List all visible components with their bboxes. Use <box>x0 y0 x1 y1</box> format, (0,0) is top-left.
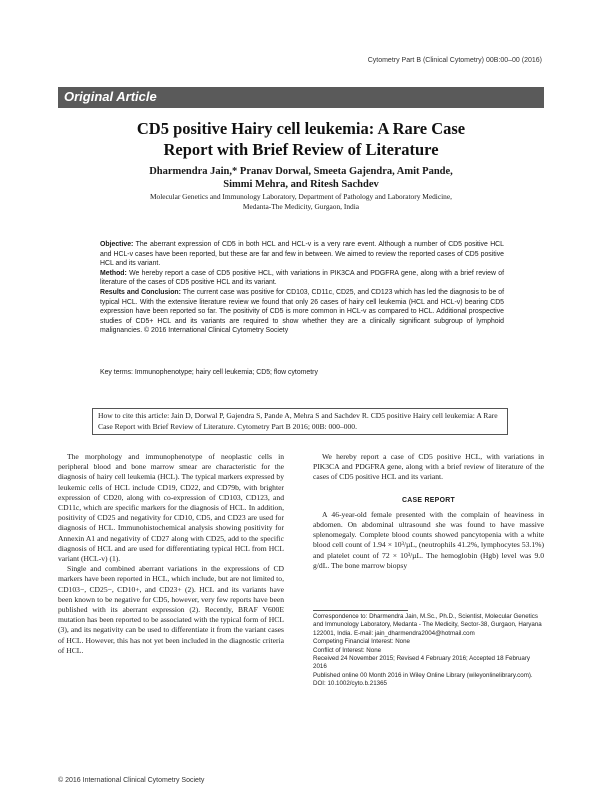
header-rule <box>58 107 544 108</box>
abstract-objective <box>100 240 504 269</box>
affiliation-line-2: Medanta-The Medicity, Gurgaon, India <box>242 202 360 211</box>
section-label: Original Article <box>64 89 157 104</box>
citation-box: How to cite this article: Jain D, Dorwal P, Gajendra S, Pande A, Mehra S and Sachdev R. CD5 positive Hairy cell leukemia: A Rare Case Report with Brief Review of Literature. Cytometry Part B 2016; 00B: 000–000. <box>92 408 508 435</box>
case-report-heading: CASE REPORT <box>401 496 456 504</box>
competing-interest-note: Competing Financial Interest: None <box>313 638 410 646</box>
title-line-2: Report with Brief Review of Literature <box>163 140 439 159</box>
doi-note: DOI: 10.1002/cyto.b.21365 <box>313 680 387 688</box>
right-column <box>313 452 544 571</box>
objective-text: The aberrant expression of CD5 in both HCL and HCL-v is a very rare event. Although a number of CD5 positive HCL and HCL-v cases have been reported, but these are far and few in between. We aimed to review the reported cases of CD5 positive HCL and its variant. <box>100 241 504 268</box>
affiliation <box>58 192 544 212</box>
authors-line-1: Dharmendra Jain,* Pranav Dorwal, Smeeta Gajendra, Amit Pande, <box>149 166 453 177</box>
affiliation-line-1: Molecular Genetics and Immunology Laboratory, Department of Pathology and Laboratory Medicine, <box>149 192 453 201</box>
section-label-bar <box>58 87 544 107</box>
results-text: The current case was positive for CD103, CD11c, CD25, and CD123 which has led the diagnosis to be of typical HCL. With the extensive literature review we found that only 26 cases of hairy cell leukemia (HCL and HCL-v) bearing CD5 expression have been reported so far. The positivity of CD5 is more common in HCL-v as compared to HCL. Additional prospective studies of CD5+ HCL and its variants are required to show whether they are a clinically significant subgroup of lymphoid malignancies. © 2016 International Clinical Cytometry Society <box>100 288 504 335</box>
method-text: We hereby report a case of CD5 positive HCL, with variations in PIK3CA and PDGFRA gene, along with a brief review of literature of the cases of CD5 positive HCL and its variant. <box>100 269 504 287</box>
method-heading: Method: <box>100 269 127 277</box>
left-column <box>58 452 284 656</box>
published-note: Published online 00 Month 2016 in Wiley Online Library (wileyonlinelibrary.com). <box>313 671 533 679</box>
footnote-rule <box>313 610 408 611</box>
intro-paragraph-3: We hereby report a case of CD5 positive HCL, with variations in PIK3CA and PDGFRA gene, along with a brief review of literature of the cases of CD5 positive HCL and its variant. <box>313 452 544 482</box>
results-heading: Results and Conclusion: <box>100 288 181 296</box>
case-report-paragraph: A 46-year-old female presented with the complain of heaviness in abdomen. On abdominal ultrasound she was found to have massive splenomegaly. Complete blood counts showed pancytopenia with a white blood cell count of 1.94 × 10³/µL, (neutrophils 41.2%, lymphocytes 53.1%) and platelet count of 72 × 10³/µL. The hemoglobin (Hgb) level was 9.0 g/dL. The bone marrow biopsy <box>313 509 544 570</box>
abstract-results <box>100 288 504 336</box>
article-title <box>58 118 544 160</box>
correspondence-note: Correspondence to: Dharmendra Jain, M.Sc., Ph.D., Scientist, Molecular Genetics and Immunology Laboratory, Medanta - The Medicity, Sector-38, Gurgaon, Haryana 122001, India. E-mail: jain_dharmendra2004@hotmail.com <box>313 613 542 637</box>
copyright-footer: © 2016 International Clinical Cytometry Society <box>58 777 205 784</box>
intro-paragraph-2: Single and combined aberrant variations in the expressions of CD markers have been reported in HCL, which include, but are not limited to, CD103−, CD25−, CD10+, and CD23+ (2). HCL and its variants have been known to be negative for CD5, however, very few reports have been published with its aberrant expression (2). Recently, BRAF V600E mutation has been reported to be associated with the typical form of HCL (3), and its negativity can be used to differentiate it from the variant cases of HCL. However, this has not yet been included in the diagnostic criteria of HCL. <box>58 564 284 655</box>
objective-heading: Objective: <box>100 241 134 248</box>
footnotes <box>313 613 544 689</box>
abstract-method <box>100 269 504 288</box>
conflict-note: Conflict of Interest: None <box>313 646 382 654</box>
key-terms: Key terms: Immunophenotype; hairy cell leukemia; CD5; flow cytometry <box>100 369 318 376</box>
abstract <box>100 240 504 336</box>
running-head: Cytometry Part B (Clinical Cytometry) 00B:00–00 (2016) <box>367 57 542 64</box>
intro-paragraph-1: The morphology and immunophenotype of neoplastic cells in peripheral blood and bone marrow smear are characteristic for the diagnosis of hairy cell leukemia (HCL). The typical markers expressed by leukemic cells of HCL include CD19, CD22, and CD79b, with brighter expression of CD20, along with co-expression of CD103, CD123, and CD11c, which are specific markers for the diagnosis of HCL. In addition, positivity of CD25 and negativity for CD10, CD5, and CD23 are used for diagnosis of HCL. Immunohistochemical analysis showing positivity for Annexin A1 and negativity of CD27 along with CD25, add to the specific diagnosis of HCL and are used for differentiating typical HCL from HCL variant (HCL-v) (1). <box>58 452 284 564</box>
received-note: Received 24 November 2015; Revised 4 February 2016; Accepted 18 February 2016 <box>313 655 531 671</box>
author-list <box>58 165 544 191</box>
title-line-1: CD5 positive Hairy cell leukemia: A Rare Case <box>136 119 466 138</box>
authors-line-2: Simmi Mehra, and Ritesh Sachdev <box>223 179 379 190</box>
